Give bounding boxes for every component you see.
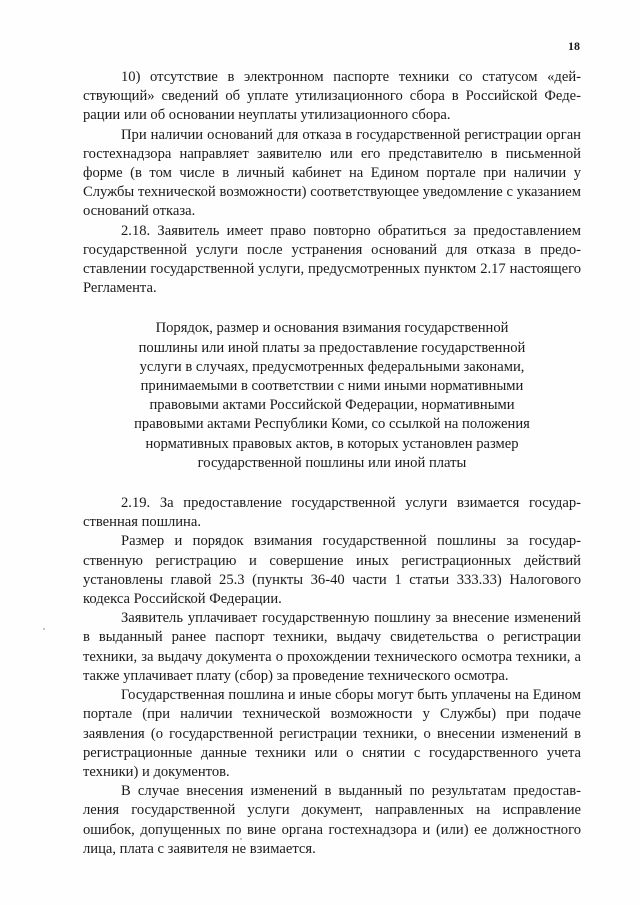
scan-speck: [43, 628, 45, 630]
page-number: 18: [568, 39, 580, 53]
heading-line: пошлины или иной платы за предоставление государственной: [138, 339, 526, 356]
heading-line: правовыми актами Российской Федерации, нормативными: [149, 397, 515, 414]
heading-line: правовыми актами Республики Коми, со ссылкой на положения: [134, 416, 530, 433]
paragraph-refusal-notice: При наличии оснований для отказа в государственной регистрации орган гостехнадзора направляет заявителю или его представителю в письменной форме (в том числе в личный кабинет на Едином портале при наличии у Службы технической возможности) соответствующее уведомление с указанием оснований отказа.: [83, 126, 581, 220]
paragraph-applicant-payment: Заявитель уплачивает государственную пошлину за внесение изменений в выданный ранее паспорт техники, выдачу свидетельства о регистрации техники, за выдачу документа о прохождении технического осмотра техники, а также уплачивает плату (сбор) за проведение технического осмотра.: [83, 610, 581, 684]
paragraph-no-fee-correction: В случае внесения изменений в выданный по результатам предоставления государственной услуги документ, направленных на исправление ошибок, допущенных по вине органа гостехнадзора и (или) ее должностного лица, плата с заявителя не взимается.: [83, 783, 581, 857]
scan-speck: [240, 838, 242, 840]
heading-line: государственной пошлины или иной платы: [197, 454, 467, 471]
paragraph-2-19: 2.19. За предоставление государственной услуги взимается государственная пошлина.: [83, 495, 581, 531]
paragraph-online-payment: Государственная пошлина и иные сборы могут быть уплачены на Едином портале (при наличии технической возможности у Службы) при подаче заявления (о государственной регистрации техники, о внесении изменений в регистрационные данные техники или о снятии с государственного учета техники) и документов.: [83, 687, 581, 780]
paragraph-fee-procedure: Размер и порядок взимания государственной пошлины за государственную регистрацию и совершение иных регистрационных действий установлены главой 25.3 (пункты 36-40 части 1 статьи 333.33) Налогового кодекса Российской Федерации.: [83, 533, 581, 608]
heading-line: услуги в случаях, предусмотренных федеральными законами,: [139, 358, 525, 375]
section-heading: [83, 319, 581, 473]
paragraph-2-18: 2.18. Заявитель имеет право повторно обратиться за предоставлением государственной услуги после устранения оснований для отказа в предоставлении государственной услуги, предусмотренных пунктом 2.17 настоящего Регламента.: [83, 222, 581, 297]
document-body: [83, 68, 581, 859]
heading-line: принимаемыми в соответствии с ними иными нормативными: [140, 378, 524, 395]
heading-line: Порядок, размер и основания взимания государственной: [155, 320, 509, 337]
paragraph-item-10: 10) отсутствие в электронном паспорте техники со статусом «действующий» сведений об уплате утилизационного сбора в Российской Федерации или об основании неуплаты утилизационного сбора.: [83, 69, 581, 124]
heading-line: нормативных правовых актов, в которых установлен размер: [145, 435, 519, 452]
